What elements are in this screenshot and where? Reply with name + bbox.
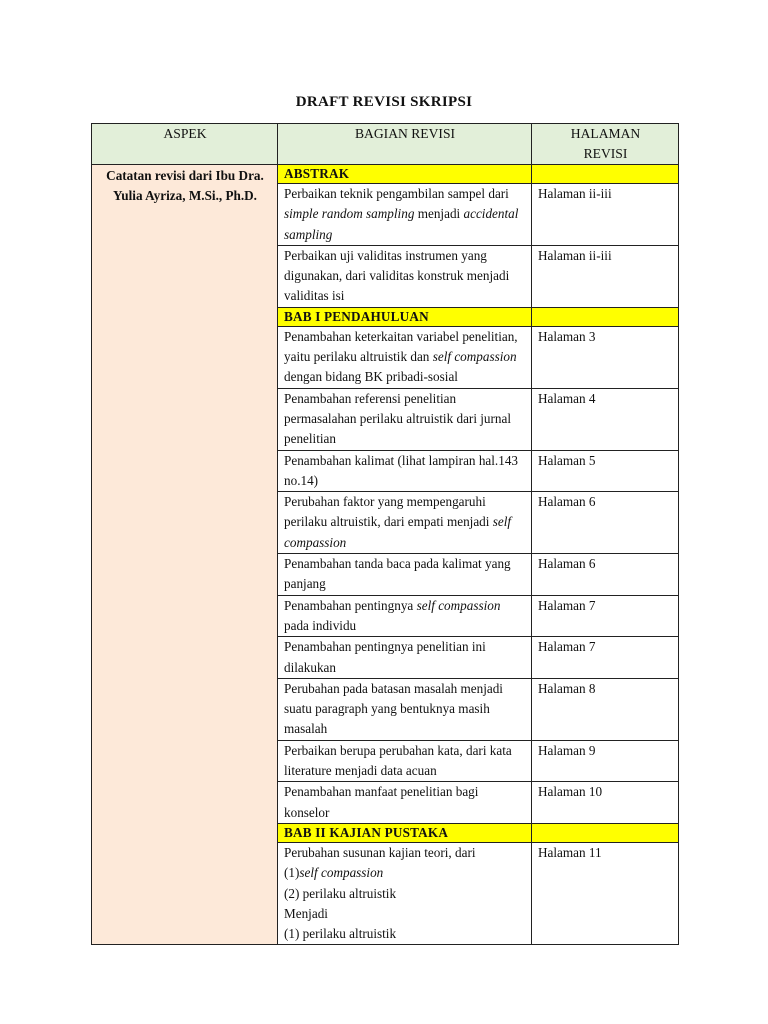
text-fragment: Perubahan susunan kajian teori, dari bbox=[284, 844, 476, 860]
text-fragment: Penambahan manfaat penelitian bagi konselor bbox=[284, 784, 479, 820]
text-fragment: Penambahan tanda baca pada kalimat yang panjang bbox=[284, 556, 511, 592]
section-page-blank bbox=[532, 165, 679, 184]
text-fragment: Penambahan kalimat (lihat lampiran hal.143 no.14) bbox=[284, 452, 519, 488]
text-fragment: Penambahan pentingnya penelitian ini dilakukan bbox=[284, 639, 486, 675]
revision-page: Halaman 7 bbox=[532, 595, 679, 637]
section-title: BAB I PENDAHULUAN bbox=[278, 307, 532, 326]
text-fragment: (2) perilaku altruistik bbox=[284, 885, 397, 901]
revision-page: Halaman 10 bbox=[532, 782, 679, 824]
aspek-cell: Catatan revisi dari Ibu Dra. Yulia Ayriza, M.Si., Ph.D. bbox=[92, 165, 278, 945]
section-page-blank bbox=[532, 307, 679, 326]
text-fragment: menjadi bbox=[414, 206, 464, 222]
table-header-row bbox=[92, 124, 679, 165]
text-fragment: Perbaikan berupa perubahan kata, dari kata literature menjadi data acuan bbox=[284, 742, 512, 779]
italic-term: self compassion bbox=[416, 597, 501, 613]
revision-description bbox=[278, 492, 532, 554]
italic-term: self compassion bbox=[299, 865, 384, 881]
header-bagian-revisi: BAGIAN REVISI bbox=[278, 124, 532, 165]
revision-page: Halaman 7 bbox=[532, 637, 679, 679]
revision-description bbox=[278, 637, 532, 679]
section-row-abstrak bbox=[92, 165, 679, 184]
revision-table bbox=[91, 123, 679, 945]
text-fragment: Perubahan pada batasan masalah menjadi suatu paragraph yang bentuknya masih masalah bbox=[284, 680, 503, 737]
revision-page: Halaman ii-iii bbox=[532, 184, 679, 246]
revision-page: Halaman 8 bbox=[532, 678, 679, 740]
revision-page: Halaman 11 bbox=[532, 842, 679, 944]
italic-term: simple random sampling bbox=[284, 206, 415, 222]
revision-description bbox=[278, 782, 532, 824]
description-line bbox=[284, 924, 526, 944]
italic-term: self compassion bbox=[284, 514, 512, 550]
revision-page: Halaman 5 bbox=[532, 450, 679, 492]
revision-page: Halaman ii-iii bbox=[532, 245, 679, 307]
text-fragment: Penambahan keterkaitan variabel penelitian, yaitu perilaku altruistik dan bbox=[284, 328, 518, 365]
revision-description bbox=[278, 678, 532, 740]
text-fragment: Penambahan pentingnya bbox=[284, 597, 417, 613]
header-aspek: ASPEK bbox=[92, 124, 278, 165]
text-fragment: (1) bbox=[284, 865, 300, 881]
header-halaman-revisi bbox=[532, 124, 679, 165]
section-title: BAB II KAJIAN PUSTAKA bbox=[278, 823, 532, 842]
text-fragment: Perubahan faktor yang mempengaruhi perilaku altruistik, dari empati menjadi bbox=[284, 494, 493, 530]
revision-description bbox=[278, 554, 532, 596]
text-fragment: Perbaikan uji validitas instrumen yang digunakan, dari validitas konstruk menjadi validitas isi bbox=[284, 247, 510, 304]
text-fragment: dengan bidang BK pribadi-sosial bbox=[284, 369, 458, 385]
revision-description bbox=[278, 326, 532, 388]
text-fragment: Perbaikan teknik pengambilan sampel dari bbox=[284, 186, 509, 201]
header-halaman-line1: HALAMAN bbox=[570, 126, 641, 141]
revision-description bbox=[278, 388, 532, 450]
revision-description bbox=[278, 245, 532, 307]
revision-description bbox=[278, 595, 532, 637]
revision-page: Halaman 9 bbox=[532, 740, 679, 782]
document-title: DRAFT REVISI SKRIPSI bbox=[295, 94, 473, 110]
table-body bbox=[92, 165, 679, 945]
italic-term: accidental sampling bbox=[284, 206, 519, 242]
revision-page: Halaman 6 bbox=[532, 492, 679, 554]
revision-description bbox=[278, 184, 532, 246]
text-fragment: pada individu bbox=[284, 617, 357, 633]
text-fragment: Menjadi bbox=[284, 905, 328, 921]
description-line bbox=[284, 904, 526, 924]
header-halaman-line2: REVISI bbox=[583, 146, 628, 161]
revision-page: Halaman 6 bbox=[532, 554, 679, 596]
italic-term: self compassion bbox=[432, 349, 517, 365]
text-fragment: Penambahan referensi penelitian permasalahan perilaku altruistik dari jurnal penelitian bbox=[284, 390, 512, 447]
description-line bbox=[284, 863, 526, 883]
section-page-blank bbox=[532, 823, 679, 842]
revision-description bbox=[278, 450, 532, 492]
description-line bbox=[284, 843, 526, 863]
text-fragment: (1) perilaku altruistik bbox=[284, 926, 397, 942]
revision-description bbox=[278, 740, 532, 782]
section-title: ABSTRAK bbox=[278, 165, 532, 184]
revision-page: Halaman 4 bbox=[532, 388, 679, 450]
revision-description bbox=[278, 842, 532, 944]
description-line bbox=[284, 884, 526, 904]
revision-page: Halaman 3 bbox=[532, 326, 679, 388]
